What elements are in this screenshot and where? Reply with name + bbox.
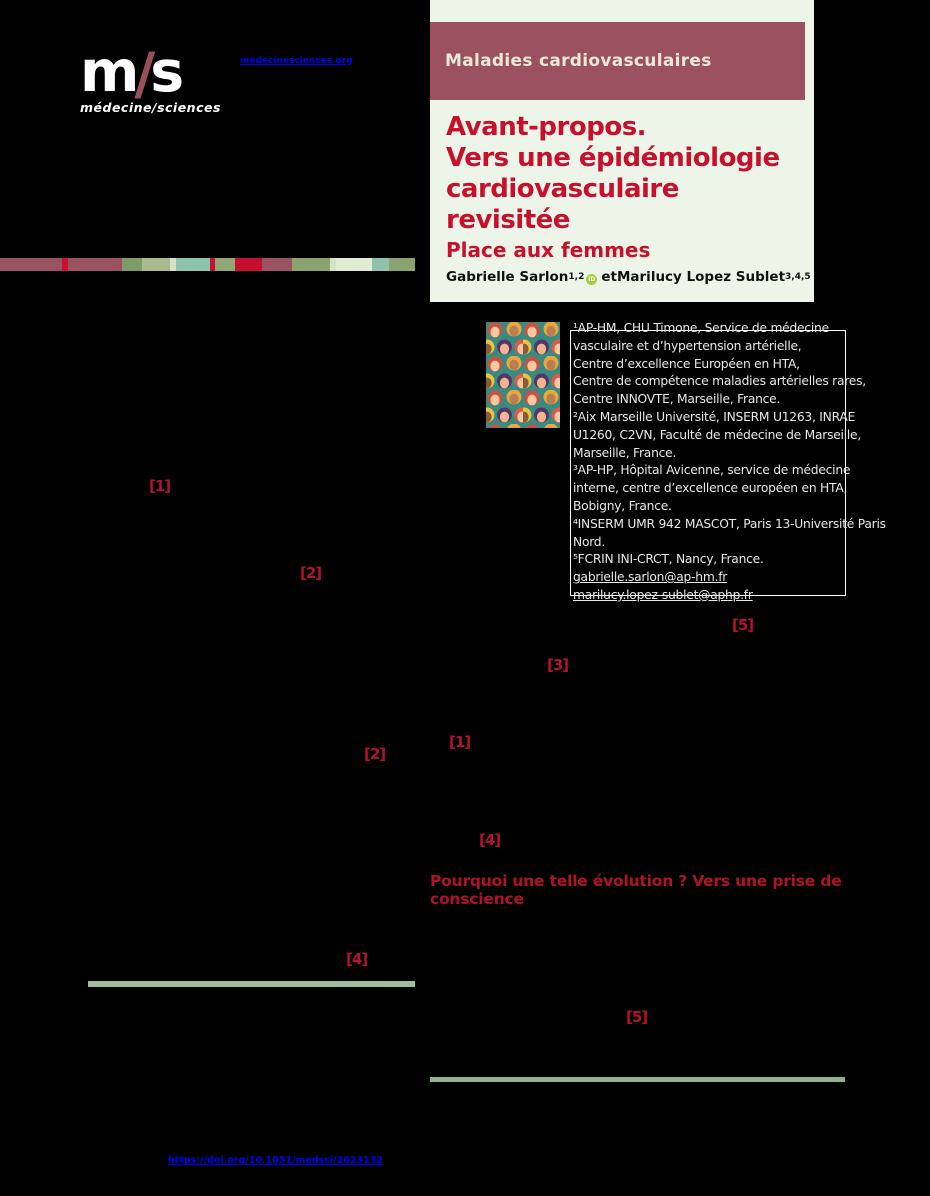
- color-strip-segment: [235, 258, 262, 271]
- affiliations-text: [573, 320, 886, 605]
- color-strip-segment: [292, 258, 330, 271]
- article-subtitle: Place aux femmes: [446, 238, 651, 262]
- category-band: [430, 22, 805, 100]
- affiliation-line: Bobigny, France.: [573, 498, 672, 513]
- affiliation-line: ⁵FCRIN INI-CRCT, Nancy, France.: [573, 552, 764, 567]
- color-strip-segment: [372, 258, 389, 271]
- affiliation-line: U1260, C2VN, Faculté de médecine de Marseille,: [573, 427, 862, 442]
- title-line: revisitée: [446, 205, 570, 235]
- affiliation-line: Centre de compétence maladies artérielles rares,: [573, 374, 866, 389]
- citation-marker[interactable]: [4]: [479, 831, 501, 849]
- affiliation-line: Nord.: [573, 534, 606, 549]
- color-strip-segment: [262, 258, 292, 271]
- color-strip-segment: [389, 258, 415, 271]
- affiliation-line: Marseille, France.: [573, 445, 677, 460]
- author-1: Gabrielle Sarlon: [446, 269, 569, 285]
- color-strip-segment: [215, 258, 235, 271]
- color-strip-segment: [142, 258, 170, 271]
- title-line: cardiovasculaire: [446, 174, 679, 204]
- logo-ms-text: [80, 39, 221, 107]
- color-strip-segment: [122, 258, 142, 271]
- column-rule-right: [430, 1077, 845, 1082]
- citation-marker[interactable]: [2]: [364, 745, 386, 763]
- color-strip-segment: [336, 258, 372, 271]
- affiliation-line: ³AP-HP, Hôpital Avicenne, service de médecine: [573, 463, 851, 478]
- logo-m: m: [80, 39, 137, 105]
- citation-marker[interactable]: [3]: [547, 656, 569, 674]
- section-heading: Pourquoi une telle évolution ? Vers une prise de conscience: [430, 872, 842, 908]
- category-label: Maladies cardiovasculaires: [445, 51, 712, 71]
- citation-marker[interactable]: [1]: [149, 477, 171, 495]
- author-2: Marilucy Lopez Sublet: [616, 269, 786, 285]
- color-strip: [0, 258, 415, 271]
- title-line: Vers une épidémiologie: [446, 143, 780, 173]
- citation-marker[interactable]: [5]: [626, 1008, 648, 1026]
- citation-marker[interactable]: [2]: [300, 564, 322, 582]
- affiliation-line: ²Aix Marseille Université, INSERM U1263, INRAE: [573, 409, 856, 424]
- title-line: Avant-propos.: [446, 112, 647, 142]
- affiliation-line: vasculaire et d’hypertension artérielle,: [573, 338, 802, 353]
- women-faces-image: [486, 322, 560, 428]
- authors-conjunction: et: [601, 269, 617, 285]
- logo-slash: /: [134, 41, 153, 107]
- color-strip-segment: [68, 258, 122, 271]
- color-strip-segment: [176, 258, 210, 271]
- affiliation-line: ⁴INSERM UMR 942 MASCOT, Paris 13-Université Paris: [573, 516, 886, 531]
- affiliation-line: interne, centre d’excellence européen en HTA,: [573, 481, 848, 496]
- logo-s: s: [150, 39, 182, 105]
- article-title: [446, 112, 780, 236]
- logo-subtitle: médecine/sciences: [80, 100, 221, 115]
- citation-marker[interactable]: [5]: [732, 616, 754, 634]
- color-strip-segment: [0, 258, 62, 271]
- affiliation-line: Centre INNOVTE, Marseille, France.: [573, 392, 781, 407]
- citation-marker[interactable]: [1]: [449, 733, 471, 751]
- affiliation-line: ¹AP-HM, CHU Timone, Service de médecine: [573, 321, 829, 335]
- email-link[interactable]: marilucy.lopez-sublet@aphp.fr: [573, 587, 753, 602]
- journal-site-link[interactable]: medecinesciences.org: [240, 56, 353, 66]
- journal-logo: [80, 39, 221, 115]
- authors-line: [446, 269, 811, 285]
- author-1-affiliations: 1,2: [568, 272, 585, 282]
- orcid-icon[interactable]: iD: [588, 275, 596, 283]
- doi-link[interactable]: https://doi.org/10.1051/medsci/2023132: [168, 1155, 383, 1166]
- email-link[interactable]: gabrielle.sarlon@ap-hm.fr: [573, 570, 728, 585]
- citation-marker[interactable]: [4]: [346, 950, 368, 968]
- affiliation-line: Centre d’excellence Européen en HTA,: [573, 356, 800, 371]
- article-header-box: [430, 0, 814, 302]
- author-2-affiliations: 3,4,5: [785, 272, 811, 282]
- column-rule-left: [88, 981, 415, 987]
